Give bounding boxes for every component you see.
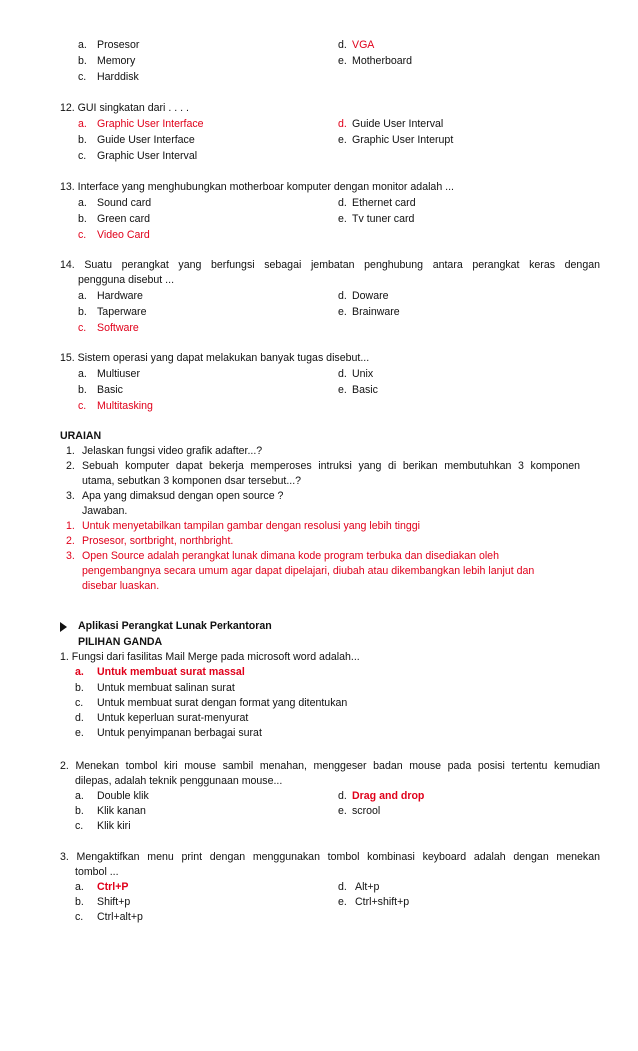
q12-option-d-letter: d. bbox=[338, 118, 347, 130]
uraian-answer3-number: 3. bbox=[66, 550, 75, 562]
s2-q2-option-d-answer: Drag and drop bbox=[352, 790, 425, 802]
uraian-answer3-line2: pengembangnya secara umum agar dapat dipelajari, diubah atau dikembangkan lebih lanjut dan bbox=[82, 565, 535, 577]
q12-option-e: Graphic User Interupt bbox=[352, 134, 454, 146]
uraian-q3-number: 3. bbox=[66, 490, 75, 502]
uraian-q1: Jelaskan fungsi video grafik adafter...? bbox=[82, 445, 263, 457]
q15-option-d: Unix bbox=[352, 368, 374, 380]
uraian-answer3-line1: Open Source adalah perangkat lunak dimana kode program terbuka dan disediakan oleh bbox=[82, 550, 499, 562]
uraian-answer2-number: 2. bbox=[66, 535, 75, 547]
s2-q2-option-b-letter: b. bbox=[75, 805, 84, 817]
uraian-q2-number: 2. bbox=[66, 460, 75, 472]
q13-stem: 13. Interface yang menghubungkan motherboar komputer dengan monitor adalah ... bbox=[60, 181, 454, 193]
s2-q3-option-e: Ctrl+shift+p bbox=[355, 896, 410, 908]
q15-option-e: Basic bbox=[352, 384, 378, 396]
s2-q1-option-c: Untuk membuat surat dengan format yang ditentukan bbox=[97, 697, 348, 709]
q14-option-b-letter: b. bbox=[78, 306, 87, 318]
section-arrow-bullet-icon bbox=[60, 622, 67, 632]
q15-option-b-letter: b. bbox=[78, 384, 87, 396]
q15-option-a: Multiuser bbox=[97, 368, 140, 380]
q11-option-c: Harddisk bbox=[97, 71, 139, 83]
q13-option-e: Tv tuner card bbox=[352, 213, 415, 225]
q15-option-c-answer: Multitasking bbox=[97, 400, 153, 412]
q13-option-e-letter: e. bbox=[338, 213, 347, 225]
q12-option-c: Graphic User Interval bbox=[97, 150, 198, 162]
uraian-jawaban-label: Jawaban. bbox=[82, 505, 128, 517]
q11-option-d-answer: VGA bbox=[352, 39, 375, 51]
s2-q2-option-a-letter: a. bbox=[75, 790, 84, 802]
q12-option-b-letter: b. bbox=[78, 134, 87, 146]
s2-q3-option-e-letter: e. bbox=[338, 896, 347, 908]
uraian-answer1-number: 1. bbox=[66, 520, 75, 532]
s2-q2-option-c-letter: c. bbox=[75, 820, 84, 832]
uraian-q2-line2: utama, sebutkan 3 komponen dsar tersebut...? bbox=[82, 475, 302, 487]
q13-option-c-answer: Video Card bbox=[97, 229, 150, 241]
q12-option-b: Guide User Interface bbox=[97, 134, 195, 146]
s2-q3-option-d: Alt+p bbox=[355, 881, 380, 893]
s2-q1-option-c-letter: c. bbox=[75, 697, 84, 709]
s2-q2-stem-line1: 2. Menekan tombol kiri mouse sambil menahan, menggeser badan mouse pada posisi tertentu kemudian bbox=[60, 760, 600, 772]
q15-option-e-letter: e. bbox=[338, 384, 347, 396]
q12-option-e-letter: e. bbox=[338, 134, 347, 146]
uraian-q2-line1: Sebuah komputer dapat bekerja memperoses intruksi yang di berikan membutuhkan 3 komponen bbox=[82, 460, 580, 472]
q14-option-e-letter: e. bbox=[338, 306, 347, 318]
q12-option-c-letter: c. bbox=[78, 150, 87, 162]
s2-q3-stem-line1: 3. Mengaktifkan menu print dengan menggunakan tombol kombinasi keyboard adalah dengan menekan bbox=[60, 851, 600, 863]
section2-title: Aplikasi Perangkat Lunak Perkantoran bbox=[78, 620, 272, 632]
q11-option-e: Motherboard bbox=[352, 55, 413, 67]
q13-option-a-letter: a. bbox=[78, 197, 87, 209]
s2-q1-option-d-letter: d. bbox=[75, 712, 84, 724]
s2-q1-option-b: Untuk membuat salinan surat bbox=[97, 682, 235, 694]
q15-option-b: Basic bbox=[97, 384, 123, 396]
q15-stem: 15. Sistem operasi yang dapat melakukan banyak tugas disebut... bbox=[60, 352, 370, 364]
q11-option-a: Prosesor bbox=[97, 39, 140, 51]
uraian-q1-number: 1. bbox=[66, 445, 75, 457]
s2-q3-option-a-answer: Ctrl+P bbox=[97, 881, 129, 893]
q14-option-d: Doware bbox=[352, 290, 389, 302]
q11-option-b: Memory bbox=[97, 55, 136, 67]
uraian-answer2: Prosesor, sortbright, northbright. bbox=[82, 535, 234, 547]
q11-option-b-letter: b. bbox=[78, 55, 87, 67]
q12-option-a-answer: Graphic User Interface bbox=[97, 118, 204, 130]
q11-option-c-letter: c. bbox=[78, 71, 87, 83]
s2-q1-option-b-letter: b. bbox=[75, 682, 84, 694]
s2-q2-option-b: Klik kanan bbox=[97, 805, 146, 817]
s2-q2-option-e: scrool bbox=[352, 805, 381, 817]
s2-q3-option-b: Shift+p bbox=[97, 896, 131, 908]
q14-option-d-letter: d. bbox=[338, 290, 347, 302]
s2-q2-option-e-letter: e. bbox=[338, 805, 347, 817]
uraian-heading: URAIAN bbox=[60, 430, 102, 442]
q14-stem-line2: pengguna disebut ... bbox=[78, 274, 175, 286]
q14-option-a: Hardware bbox=[97, 290, 143, 302]
s2-q2-option-c: Klik kiri bbox=[97, 820, 131, 832]
s2-q1-option-a-answer: Untuk membuat surat massal bbox=[97, 666, 245, 678]
q14-option-e: Brainware bbox=[352, 306, 400, 318]
q12-option-a-letter: a. bbox=[78, 118, 87, 130]
s2-q1-option-e: Untuk penyimpanan berbagai surat bbox=[97, 727, 262, 739]
s2-q1-stem: 1. Fungsi dari fasilitas Mail Merge pada microsoft word adalah... bbox=[60, 651, 360, 663]
q13-option-b: Green card bbox=[97, 213, 150, 225]
q13-option-a: Sound card bbox=[97, 197, 152, 209]
q14-option-a-letter: a. bbox=[78, 290, 87, 302]
s2-q3-option-b-letter: b. bbox=[75, 896, 84, 908]
q11-option-e-letter: e. bbox=[338, 55, 347, 67]
s2-q2-stem-line2: dilepas, adalah teknik penggunaan mouse... bbox=[75, 775, 283, 787]
s2-q3-option-c-letter: c. bbox=[75, 911, 84, 923]
s2-q2-option-a: Double klik bbox=[97, 790, 149, 802]
uraian-answer1: Untuk menyetabilkan tampilan gambar dengan resolusi yang lebih tinggi bbox=[82, 520, 421, 532]
q14-option-c-answer: Software bbox=[97, 322, 139, 334]
q13-option-c-letter: c. bbox=[78, 229, 87, 241]
q15-option-c-letter: c. bbox=[78, 400, 87, 412]
s2-q3-stem-line2: tombol ... bbox=[75, 866, 119, 878]
uraian-answer3-line3: disebar luaskan. bbox=[82, 580, 160, 592]
s2-q1-option-a-letter: a. bbox=[75, 666, 84, 678]
q12-option-d: Guide User Interval bbox=[352, 118, 444, 130]
s2-q3-option-d-letter: d. bbox=[338, 881, 347, 893]
s2-q3-option-c: Ctrl+alt+p bbox=[97, 911, 143, 923]
q14-option-b: Taperware bbox=[97, 306, 147, 318]
s2-q3-option-a-letter: a. bbox=[75, 881, 84, 893]
uraian-q3: Apa yang dimaksud dengan open source ? bbox=[82, 490, 284, 502]
q14-stem-line1: 14. Suatu perangkat yang berfungsi sebagai jembatan penghubung antara perangkat keras dengan bbox=[60, 259, 600, 271]
q11-option-d-letter: d. bbox=[338, 39, 347, 51]
q11-option-a-letter: a. bbox=[78, 39, 87, 51]
s2-q1-option-e-letter: e. bbox=[75, 727, 84, 739]
q13-option-d-letter: d. bbox=[338, 197, 347, 209]
s2-q2-option-d-letter: d. bbox=[338, 790, 347, 802]
q15-option-d-letter: d. bbox=[338, 368, 347, 380]
q14-option-c-letter: c. bbox=[78, 322, 87, 334]
q13-option-d: Ethernet card bbox=[352, 197, 416, 209]
q12-stem: 12. GUI singkatan dari . . . . bbox=[60, 102, 189, 114]
s2-q1-option-d: Untuk keperluan surat-menyurat bbox=[97, 712, 249, 724]
q13-option-b-letter: b. bbox=[78, 213, 87, 225]
q15-option-a-letter: a. bbox=[78, 368, 87, 380]
section2-subtitle: PILIHAN GANDA bbox=[78, 636, 163, 648]
